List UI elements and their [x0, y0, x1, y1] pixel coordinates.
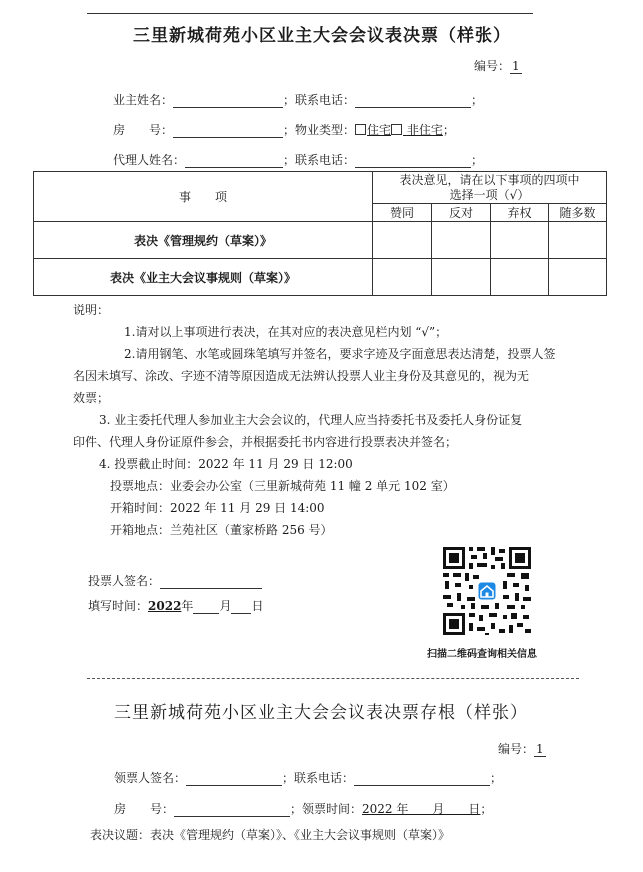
top-rule [87, 13, 533, 14]
month-unit: 月 [219, 599, 232, 613]
col-oppose: 反对 [432, 204, 491, 222]
property-type-opt-nonresidential: 非住宅 [406, 123, 443, 137]
line-end: ； [471, 93, 484, 107]
note-4: 4. 投票截止时间：2022 年 11 月 29 日 12:00 [99, 457, 353, 471]
stub-number-value: 1 [536, 742, 544, 756]
note-4-place: 投票地点：业委会办公室（三里新城荷苑 11 幢 2 单元 102 室） [110, 479, 455, 493]
stub-topics: 表决议题：表决《管理规约（草案）》、《业主大会议事规则（草案）》 [90, 828, 451, 842]
property-type-opt-residential: 住宅 [367, 123, 392, 137]
line-end: ； [442, 123, 455, 137]
stub-phone-field[interactable] [354, 771, 490, 786]
item-header: 事 项 [34, 172, 373, 222]
owner-name-field[interactable] [173, 93, 283, 108]
agent-name-field[interactable] [185, 153, 283, 168]
receiver-sign-label: 领票人签名： [114, 771, 187, 785]
fill-time-month-field[interactable] [193, 599, 219, 614]
col-abstain: 弃权 [491, 204, 549, 222]
property-type-checkbox-residential[interactable] [355, 124, 366, 135]
line-end: ； [471, 153, 484, 167]
stub-room-field[interactable] [174, 802, 290, 817]
stub-number [498, 740, 546, 757]
property-type-options [355, 123, 443, 137]
ballot-number-label: 编号： [474, 59, 511, 73]
opinion-header-line2: 选择一项（√） [449, 187, 530, 202]
year-unit: 年 [181, 599, 194, 613]
owner-phone-label: ；联系电话： [283, 93, 356, 107]
vote-table [33, 171, 607, 296]
stub-title: 三里新城荷苑小区业主大会会议表决票存根（样张） [114, 703, 528, 723]
note-2-line2: 名因未填写、涂改、字迹不清等原因造成无法辨认投票人业主身份及其意见的，视为无 [73, 369, 530, 383]
owner-name-row [113, 91, 483, 108]
note-3-line2: 印件、代理人身份证原件参会，并根据委托书内容进行投票表决并签名； [73, 435, 458, 449]
room-label: 房 号： [113, 123, 174, 137]
fill-time-year: 2022 [148, 599, 182, 613]
cell-oppose-1[interactable] [432, 222, 491, 259]
receive-time-value: 2022 年 月 日 [362, 802, 481, 816]
note-3-line1: 3. 业主委托代理人参加业主大会会议的，代理人应当持委托书及委托人身份证复 [99, 413, 523, 427]
cell-oppose-2[interactable] [432, 259, 491, 296]
agent-phone-field[interactable] [355, 153, 471, 168]
ballot-number [474, 57, 522, 74]
agent-row [113, 151, 483, 168]
line-end: ； [480, 802, 493, 816]
cell-approve-2[interactable] [373, 259, 432, 296]
note-2-line3: 效票； [73, 391, 110, 405]
stub-phone-label: ；联系电话： [282, 771, 355, 785]
fill-time-row [88, 597, 263, 614]
note-4-open-place: 开箱地点：兰苑社区（董家桥路 256 号） [110, 523, 333, 537]
voter-sign-field[interactable] [160, 574, 262, 589]
fill-time-day-field[interactable] [231, 599, 251, 614]
cell-abstain-1[interactable] [491, 222, 549, 259]
row-item-1: 表决《管理规约（草案）》 [34, 222, 373, 259]
stub-room-row [114, 800, 492, 817]
fill-time-label: 填写时间： [88, 599, 149, 613]
opinion-header-line1: 表决意见，请在以下事项的四项中 [399, 172, 580, 187]
owner-phone-field[interactable] [355, 93, 471, 108]
cell-majority-1[interactable] [549, 222, 607, 259]
stub-receiver-row [114, 769, 502, 786]
row-item-2: 表决《业主大会议事规则（草案）》 [34, 259, 373, 296]
voter-sign-label: 投票人签名： [88, 574, 161, 588]
agent-phone-label: ；联系电话： [283, 153, 356, 167]
opinion-header [373, 172, 607, 204]
ballot-title: 三里新城荷苑小区业主大会会议表决票（样张） [133, 26, 511, 46]
table-row [34, 222, 607, 259]
table-row [34, 259, 607, 296]
qr-code-icon [441, 545, 533, 637]
cell-abstain-2[interactable] [491, 259, 549, 296]
cell-majority-2[interactable] [549, 259, 607, 296]
owner-name-label: 业主姓名： [113, 93, 174, 107]
note-4-open-time: 开箱时间：2022 年 11 月 29 日 14:00 [110, 501, 325, 515]
col-approve: 赞同 [373, 204, 432, 222]
notes-heading: 说明： [73, 303, 110, 317]
ballot-number-value: 1 [512, 59, 520, 73]
voter-sign-row [88, 572, 262, 589]
line-end: ； [490, 771, 503, 785]
property-type-checkbox-nonresidential[interactable] [391, 124, 402, 135]
agent-name-label: 代理人姓名： [113, 153, 186, 167]
room-field[interactable] [173, 123, 283, 138]
note-2-line1: 2.请用钢笔、水笔或圆珠笔填写并签名，要求字迹及字面意思表达清楚，投票人签 [124, 347, 556, 361]
day-unit: 日 [251, 599, 264, 613]
receive-time-label: ；领票时间： [290, 802, 363, 816]
qr-caption: 扫描二维码查询相关信息 [427, 649, 537, 660]
room-row [113, 121, 455, 138]
receiver-sign-field[interactable] [186, 771, 282, 786]
note-1: 1.请对以上事项进行表决，在其对应的表决意见栏内划 “√”； [124, 325, 448, 339]
property-type-label: ；物业类型： [283, 123, 356, 137]
cut-line [87, 678, 579, 679]
col-follow-majority: 随多数 [549, 204, 607, 222]
stub-room-label: 房 号： [114, 802, 175, 816]
cell-approve-1[interactable] [373, 222, 432, 259]
stub-number-label: 编号： [498, 742, 535, 756]
notes-section [73, 299, 555, 541]
